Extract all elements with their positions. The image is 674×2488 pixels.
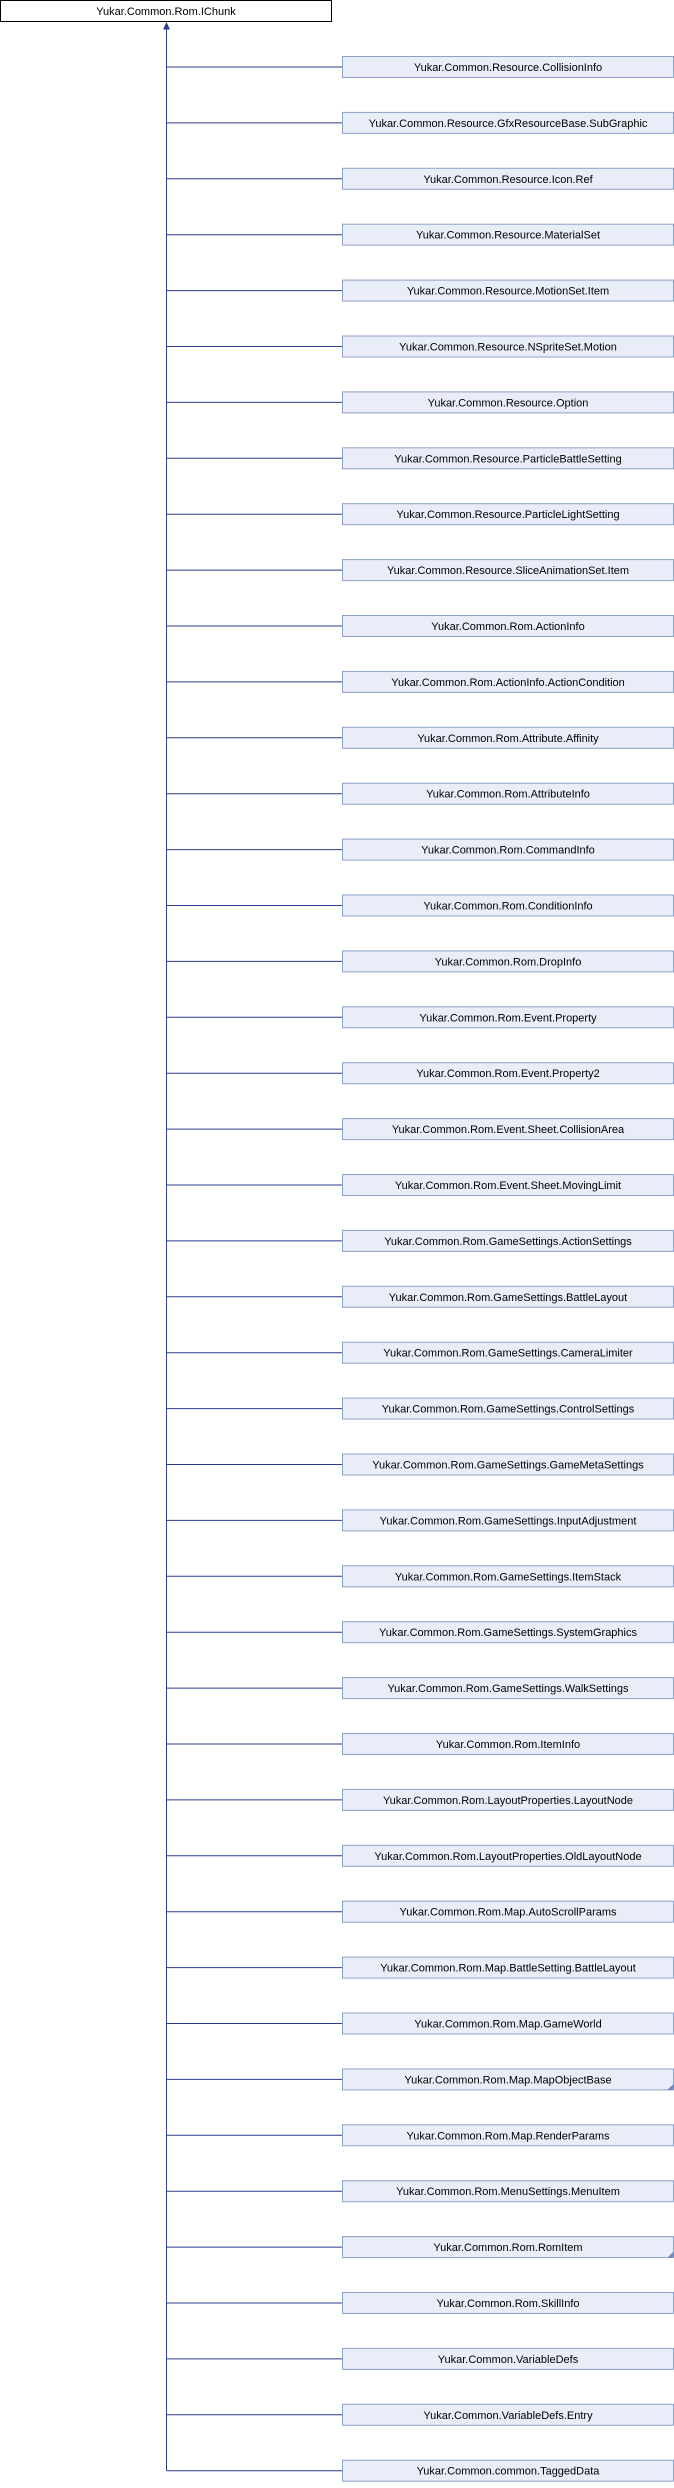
- derived-class-label: Yukar.Common.Rom.GameSettings.SystemGraphics: [379, 1627, 637, 1640]
- derived-class-label: Yukar.Common.Rom.Map.GameWorld: [414, 2018, 602, 2031]
- derived-class-label: Yukar.Common.Rom.Event.Sheet.CollisionArea: [391, 1124, 625, 1137]
- derived-class-node[interactable]: [343, 392, 674, 413]
- derived-class-label: Yukar.Common.Rom.Event.Property2: [416, 1068, 600, 1081]
- root-class-node[interactable]: [1, 1, 332, 22]
- derived-class-node[interactable]: [343, 1342, 674, 1363]
- derived-class-label: Yukar.Common.Rom.Event.Sheet.MovingLimit: [394, 1180, 622, 1192]
- derived-class-node[interactable]: [343, 783, 674, 804]
- derived-class-label: Yukar.Common.Resource.ParticleLightSetting: [396, 509, 620, 522]
- derived-class-node[interactable]: [343, 2348, 674, 2369]
- derived-class-label: Yukar.Common.Rom.GameSettings.WalkSettings: [387, 1683, 629, 1696]
- derived-class-node[interactable]: [343, 2293, 674, 2314]
- derived-class-node[interactable]: [343, 2069, 674, 2090]
- derived-class-label: Yukar.Common.VariableDefs: [437, 2353, 579, 2366]
- derived-class-label: Yukar.Common.Rom.GameSettings.BattleLayout: [388, 1291, 628, 1304]
- derived-class-label: Yukar.Common.Rom.ActionInfo: [431, 621, 585, 633]
- derived-class-node[interactable]: [343, 2237, 674, 2258]
- derived-class-node[interactable]: [343, 2404, 674, 2425]
- derived-class-node[interactable]: [343, 280, 674, 301]
- derived-class-label: Yukar.Common.Resource.CollisionInfo: [413, 62, 603, 74]
- derived-class-label: Yukar.Common.Rom.LayoutProperties.OldLayoutNode: [374, 1850, 642, 1863]
- derived-class-node[interactable]: [343, 727, 674, 748]
- derived-class-node[interactable]: [343, 1286, 674, 1307]
- derived-class-node[interactable]: [343, 1678, 674, 1699]
- derived-class-node[interactable]: [343, 1454, 674, 1475]
- derived-class-node[interactable]: [343, 1566, 674, 1587]
- derived-class-label: Yukar.Common.Rom.Attribute.Affinity: [417, 732, 599, 745]
- derived-class-label: Yukar.Common.Rom.Map.AutoScrollParams: [399, 1906, 617, 1919]
- derived-class-node[interactable]: [343, 1901, 674, 1922]
- derived-class-node[interactable]: [343, 57, 674, 78]
- derived-class-label: Yukar.Common.Resource.SliceAnimationSet.Item: [386, 565, 630, 578]
- derived-class-node[interactable]: [343, 839, 674, 860]
- derived-class-label: Yukar.Common.Resource.ParticleBattleSetting: [394, 453, 622, 466]
- derived-class-label: Yukar.Common.Rom.Map.RenderParams: [406, 2130, 610, 2143]
- derived-class-node[interactable]: [343, 951, 674, 972]
- derived-class-label: Yukar.Common.Rom.RomItem: [433, 2242, 583, 2255]
- derived-class-node[interactable]: [343, 671, 674, 692]
- derived-class-node[interactable]: [343, 1119, 674, 1140]
- derived-class-label: Yukar.Common.Rom.Map.MapObjectBase: [404, 2074, 612, 2087]
- derived-class-label: Yukar.Common.Rom.ConditionInfo: [423, 900, 593, 913]
- derived-class-node[interactable]: [343, 1957, 674, 1978]
- derived-class-label: Yukar.Common.Rom.ItemInfo: [435, 1739, 581, 1751]
- derived-class-node[interactable]: [343, 448, 674, 469]
- derived-class-nodes: [343, 57, 674, 2482]
- derived-class-node[interactable]: [343, 2181, 674, 2202]
- derived-class-label: Yukar.Common.Resource.MaterialSet: [415, 229, 601, 242]
- derived-class-node[interactable]: [343, 1398, 674, 1419]
- derived-class-label: Yukar.Common.Rom.GameSettings.CameraLimiter: [383, 1347, 633, 1360]
- derived-class-label: Yukar.Common.Rom.GameSettings.InputAdjustment: [379, 1515, 637, 1528]
- derived-class-label: Yukar.Common.Rom.GameSettings.ControlSettings: [381, 1403, 635, 1416]
- derived-class-node[interactable]: [343, 336, 674, 357]
- derived-class-label: Yukar.Common.Rom.SkillInfo: [436, 2298, 580, 2310]
- derived-class-node[interactable]: [343, 1063, 674, 1084]
- derived-class-node[interactable]: [343, 1175, 674, 1196]
- derived-class-label: Yukar.Common.common.TaggedData: [416, 2465, 600, 2478]
- derived-class-label: Yukar.Common.VariableDefs.Entry: [423, 2409, 593, 2422]
- derived-class-label: Yukar.Common.Rom.CommandInfo: [421, 844, 595, 857]
- inheritance-arrowhead-icon: [163, 22, 170, 30]
- derived-class-label: Yukar.Common.Rom.GameSettings.ItemStack: [394, 1571, 622, 1584]
- derived-class-node[interactable]: [343, 504, 674, 525]
- derived-class-node[interactable]: [343, 1845, 674, 1866]
- derived-class-node[interactable]: [343, 1734, 674, 1755]
- derived-class-label: Yukar.Common.Rom.GameSettings.GameMetaSettings: [372, 1459, 644, 1472]
- inheritance-edges: [163, 22, 343, 2471]
- derived-class-label: Yukar.Common.Rom.ActionInfo.ActionCondition: [391, 676, 625, 689]
- derived-class-node[interactable]: [343, 616, 674, 637]
- derived-class-label: Yukar.Common.Rom.Event.Property: [419, 1012, 597, 1025]
- derived-class-node[interactable]: [343, 2460, 674, 2481]
- derived-class-label: Yukar.Common.Resource.NSpriteSet.Motion: [399, 341, 617, 354]
- derived-class-label: Yukar.Common.Rom.AttributeInfo: [426, 788, 590, 801]
- derived-class-label: Yukar.Common.Rom.Map.BattleSetting.BattleLayout: [380, 1962, 636, 1975]
- derived-class-node[interactable]: [343, 560, 674, 581]
- derived-class-label: Yukar.Common.Rom.MenuSettings.MenuItem: [396, 2186, 620, 2199]
- derived-class-node[interactable]: [343, 895, 674, 916]
- derived-class-label: Yukar.Common.Resource.Icon.Ref: [423, 173, 593, 186]
- derived-class-label: Yukar.Common.Resource.GfxResourceBase.SubGraphic: [368, 117, 648, 130]
- derived-class-node[interactable]: [343, 1510, 674, 1531]
- derived-class-node[interactable]: [343, 2125, 674, 2146]
- derived-class-node[interactable]: [343, 1789, 674, 1810]
- derived-class-node[interactable]: [343, 168, 674, 189]
- derived-class-node[interactable]: [343, 112, 674, 133]
- derived-class-label: Yukar.Common.Resource.MotionSet.Item: [406, 285, 610, 298]
- derived-class-label: Yukar.Common.Rom.GameSettings.ActionSettings: [384, 1235, 632, 1248]
- derived-class-node[interactable]: [343, 1007, 674, 1028]
- derived-class-node[interactable]: [343, 1230, 674, 1251]
- root-class-label: Yukar.Common.Rom.IChunk: [96, 6, 236, 18]
- derived-class-node[interactable]: [343, 2013, 674, 2034]
- derived-class-node[interactable]: [343, 1622, 674, 1643]
- derived-class-label: Yukar.Common.Rom.DropInfo: [434, 956, 582, 969]
- derived-class-node[interactable]: [343, 224, 674, 245]
- derived-class-label: Yukar.Common.Rom.LayoutProperties.LayoutNode: [382, 1794, 634, 1807]
- derived-class-label: Yukar.Common.Resource.Option: [427, 397, 589, 410]
